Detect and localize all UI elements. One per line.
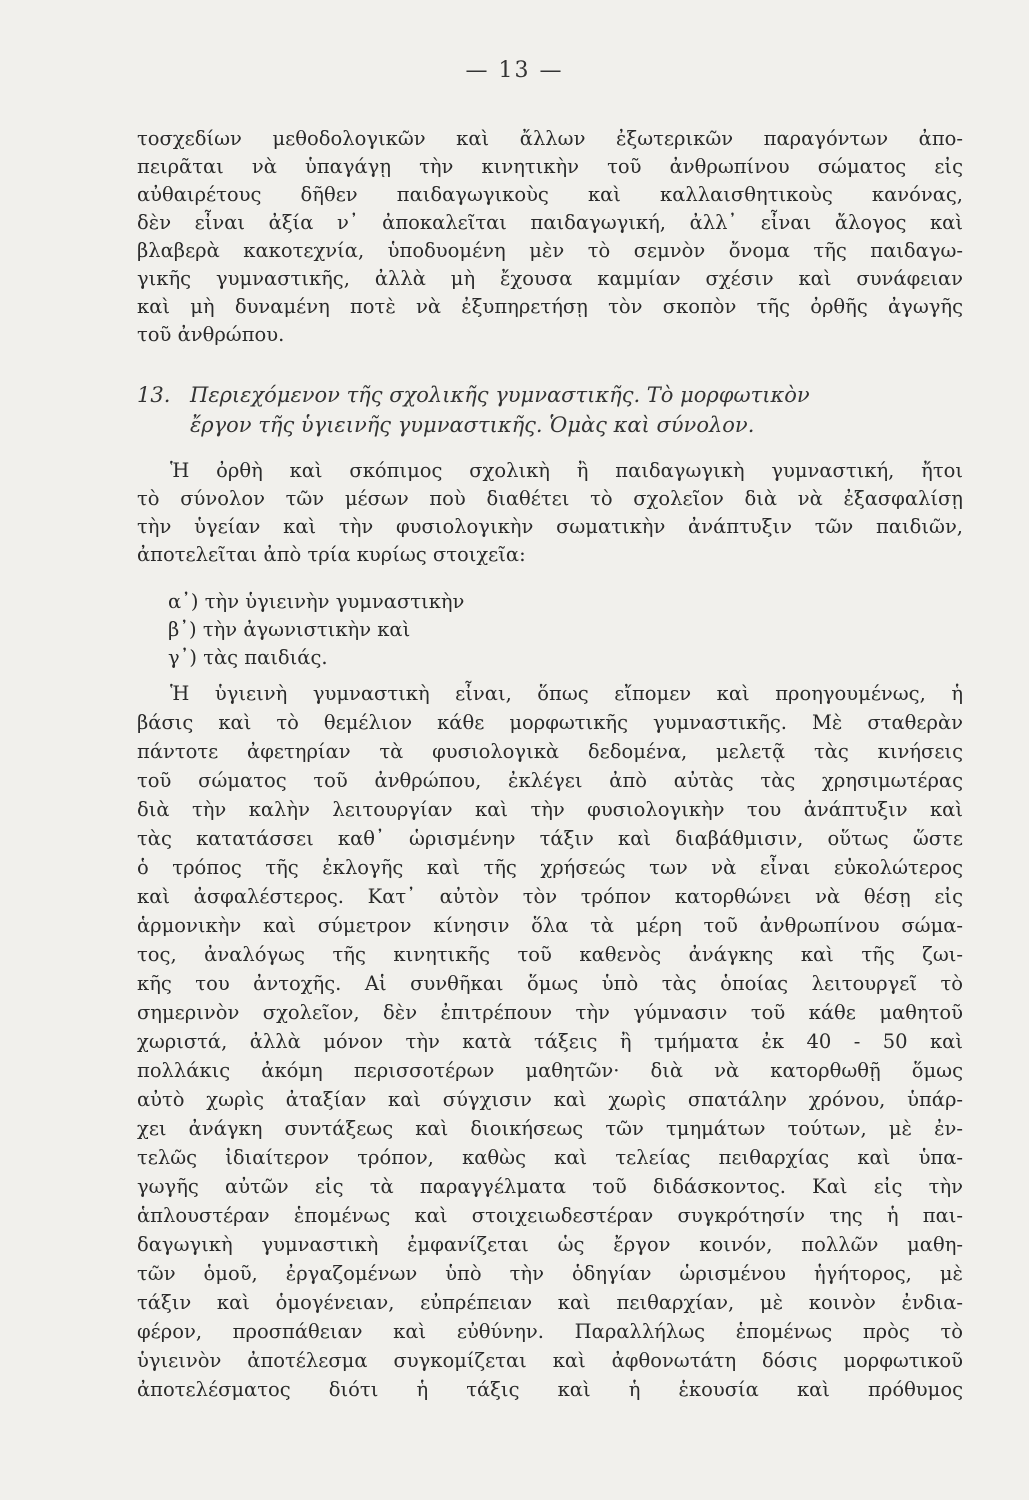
text-line: πειρᾶται νὰ ὑπαγάγῃ τὴν κινητικὴν τοῦ ἀνθρωπίνου σώματος εἰς [137,155,963,178]
text-line: δαγωγικὴ γυμναστικὴ ἐμφανίζεται ὡς ἔργον κοινόν, πολλῶν μαθη- [137,1233,963,1256]
text-line: ἀποτελεῖται ἀπὸ τρία κυρίως στοιχεῖα: [137,543,526,566]
text-line: κῆς του ἀντοχῆς. Αἱ συνθῆκαι ὅμως ὑπὸ τὰς ὁποίας λειτουργεῖ τὸ [137,972,963,995]
text-line: διὰ τὴν καλὴν λειτουργίαν καὶ τὴν φυσιολογικὴν του ἀνάπτυξιν καὶ [137,798,963,821]
section-number: 13. [137,383,171,407]
list-item: β᾽) τὴν ἀγωνιστικὴν καὶ [168,618,411,641]
text-line: τος, ἀναλόγως τῆς κινητικῆς τοῦ καθενὸς ἀνάγκης καὶ τῆς ζωι- [137,943,963,966]
section-title-line-1: Περιεχόμενον τῆς σχολικῆς γυμναστικῆς. Τὸ μορφωτικὸν [190,383,810,407]
text-line: βάσις καὶ τὸ θεμέλιον κάθε μορφωτικῆς γυμναστικῆς. Μὲ σταθερὰν [137,711,963,734]
text-line: αὐτὸ χωρὶς ἀταξίαν καὶ σύγχισιν καὶ χωρὶς σπατάλην χρόνου, ὑπάρ- [137,1088,963,1111]
text-line: τὸ σύνολον τῶν μέσων ποὺ διαθέτει τὸ σχολεῖον διὰ νὰ ἐξασφαλίσῃ [137,487,963,510]
text-line: σημερινὸν σχολεῖον, δὲν ἐπιτρέπουν τὴν γύμνασιν τοῦ κάθε μαθητοῦ [137,1001,963,1024]
text-line: γικῆς γυμναστικῆς, ἀλλὰ μὴ ἔχουσα καμμίαν σχέσιν καὶ συνάφειαν [137,267,963,290]
text-line: δὲν εἶναι ἀξία ν᾽ ἀποκαλεῖται παιδαγωγική, ἀλλ᾽ εἶναι ἄλογος καὶ [137,211,963,234]
text-line: Ἡ ὑγιεινὴ γυμναστικὴ εἶναι, ὅπως εἴπομεν καὶ προηγουμένως, ἡ [170,682,963,705]
text-line: πάντοτε ἀφετηρίαν τὰ φυσιολογικὰ δεδομένα, μελετᾷ τὰς κινήσεις [137,740,963,763]
text-line: χωριστά, ἀλλὰ μόνον τὴν κατὰ τάξεις ἢ τμήματα ἐκ 40 - 50 καὶ [137,1030,963,1053]
text-line: ὑγιεινὸν ἀποτέλεσμα συγκομίζεται καὶ ἀφθονωτάτη δόσις μορφωτικοῦ [137,1349,963,1372]
text-line: καὶ μὴ δυναμένη ποτὲ νὰ ἐξυπηρετήσῃ τὸν σκοπὸν τῆς ὀρθῆς ἀγωγῆς [137,295,963,318]
text-line: χει ἀνάγκη συντάξεως καὶ διοικήσεως τῶν τμημάτων τούτων, μὲ ἐν- [137,1117,963,1140]
text-line: καὶ ἀσφαλέστερος. Κατ᾽ αὐτὸν τὸν τρόπον κατορθώνει νὰ θέσῃ εἰς [137,885,963,908]
page-number: — 13 — [465,58,564,83]
list-item: α᾽) τὴν ὑγιεινὴν γυμναστικὴν [168,590,465,613]
text-line: ἁπλουστέραν ἑπομένως καὶ στοιχειωδεστέραν συγκρότησίν της ἡ παι- [137,1204,963,1227]
text-line: τελῶς ἰδιαίτερον τρόπον, καθὼς καὶ τελείας πειθαρχίας καὶ ὑπα- [137,1146,963,1169]
text-line: τὰς κατατάσσει καθ᾽ ὡρισμένην τάξιν καὶ διαβάθμισιν, οὕτως ὥστε [137,827,963,850]
text-line: τοῦ σώματος τοῦ ἀνθρώπου, ἐκλέγει ἀπὸ αὐτὰς τὰς χρησιμωτέρας [137,769,963,792]
list-item: γ᾽) τὰς παιδιάς. [168,646,328,669]
text-line: τάξιν καὶ ὁμογένειαν, εὐπρέπειαν καὶ πειθαρχίαν, μὲ κοινὸν ἐνδια- [137,1291,963,1314]
section-title-line-2: ἔργον τῆς ὑγιεινῆς γυμναστικῆς. Ὁμὰς καὶ σύνολον. [190,413,755,437]
text-line: βλαβερὰ κακοτεχνία, ὑποδυομένη μὲν τὸ σεμνὸν ὄνομα τῆς παιδαγω- [137,239,963,262]
text-line: Ἡ ὀρθὴ καὶ σκόπιμος σχολικὴ ἢ παιδαγωγικὴ γυμναστική, ἤτοι [170,459,963,482]
text-line: γωγῆς αὐτῶν εἰς τὰ παραγγέλματα τοῦ διδάσκοντος. Καὶ εἰς τὴν [137,1175,963,1198]
text-line: τὴν ὑγείαν καὶ τὴν φυσιολογικὴν σωματικὴν ἀνάπτυξιν τῶν παιδιῶν, [137,515,963,538]
text-line: τοσχεδίων μεθοδολογικῶν καὶ ἄλλων ἐξωτερικῶν παραγόντων ἀπο- [137,127,963,150]
text-line: αὐθαιρέτους δῆθεν παιδαγωγικοὺς καὶ καλλαισθητικοὺς κανόνας, [137,183,963,206]
text-line: τοῦ ἀνθρώπου. [137,323,285,346]
text-line: ἀποτελέσματος διότι ἡ τάξις καὶ ἡ ἑκουσία καὶ πρόθυμος [137,1378,963,1401]
text-line: φέρον, προσπάθειαν καὶ εὐθύνην. Παραλλήλως ἑπομένως πρὸς τὸ [137,1320,963,1343]
text-line: ὁ τρόπος τῆς ἐκλογῆς καὶ τῆς χρήσεώς των νὰ εἶναι εὐκολώτερος [137,856,963,879]
text-line: τῶν ὁμοῦ, ἐργαζομένων ὑπὸ τὴν ὁδηγίαν ὡρισμένου ἡγήτορος, μὲ [137,1262,963,1285]
text-line: πολλάκις ἀκόμη περισσοτέρων μαθητῶν· διὰ νὰ κατορθωθῇ ὅμως [137,1059,963,1082]
text-line: ἁρμονικὴν καὶ σύμετρον κίνησιν ὅλα τὰ μέρη τοῦ ἀνθρωπίνου σώμα- [137,914,963,937]
